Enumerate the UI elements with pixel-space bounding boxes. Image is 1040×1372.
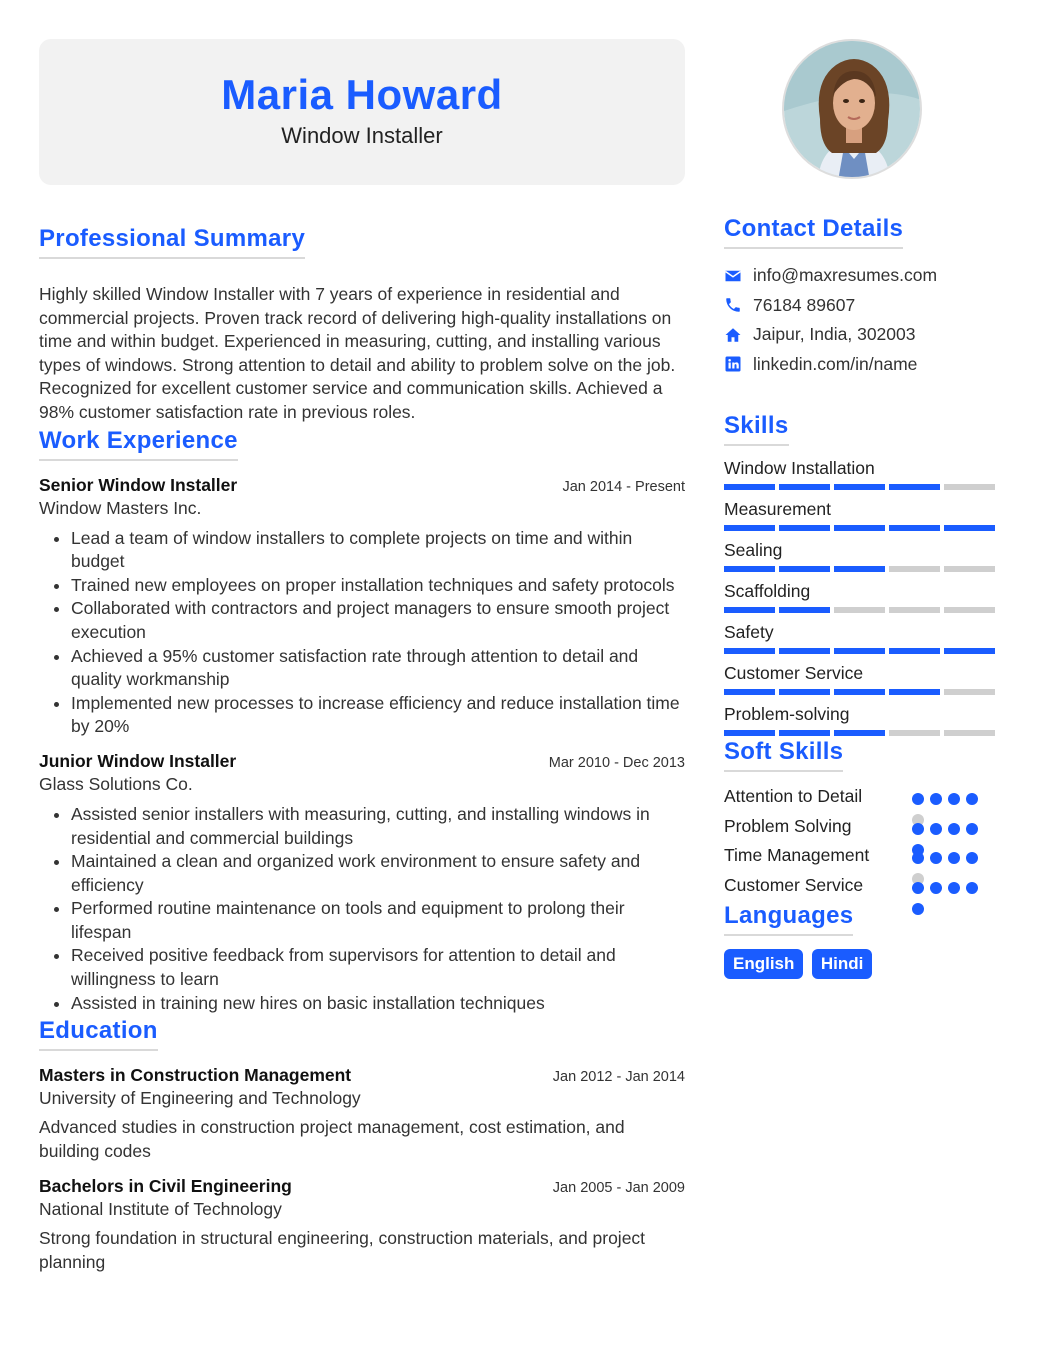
skill-name: Measurement bbox=[724, 499, 831, 519]
skill-level-segment bbox=[834, 525, 885, 531]
skill-level-segment bbox=[889, 484, 940, 490]
rating-dot bbox=[930, 852, 942, 864]
soft-skills-heading: Soft Skills bbox=[724, 738, 843, 772]
degree-dates: Jan 2012 - Jan 2014 bbox=[552, 1069, 685, 1086]
degree-dates: Jan 2005 - Jan 2009 bbox=[552, 1180, 685, 1197]
degree-title: Bachelors in Civil Engineering bbox=[39, 1176, 292, 1197]
job-bullet: • Lead a team of window installers to complete projects on time and within budget bbox=[71, 527, 685, 574]
skill-item bbox=[724, 580, 1000, 613]
skill-level-segment bbox=[889, 648, 940, 654]
education-entry bbox=[39, 1065, 685, 1163]
contact-phone[interactable] bbox=[724, 291, 1000, 321]
skill-level-segment bbox=[944, 484, 995, 490]
languages-list bbox=[724, 949, 1000, 979]
skill-level-bar bbox=[724, 648, 1000, 654]
skill-name: Problem-solving bbox=[724, 704, 850, 724]
profile-photo-illustration bbox=[784, 41, 922, 179]
candidate-name: Maria Howard bbox=[221, 71, 503, 118]
job-bullet: • Collaborated with contractors and project managers to ensure smooth project execution bbox=[71, 597, 685, 644]
job-entry-company: Glass Solutions Co. bbox=[39, 773, 193, 794]
skill-name: Window Installation bbox=[724, 458, 875, 478]
skill-level-bar bbox=[724, 730, 1000, 736]
skill-level-segment bbox=[834, 730, 885, 736]
contact-location-text: Jaipur, India, 302003 bbox=[753, 324, 916, 345]
soft-skill-name: Problem Solving bbox=[724, 815, 852, 836]
skill-level-segment bbox=[779, 566, 830, 572]
skill-level-segment bbox=[779, 607, 830, 613]
rating-dot bbox=[948, 852, 960, 864]
job-entry bbox=[39, 751, 685, 1015]
skill-level-segment bbox=[944, 525, 995, 531]
degree-description: Advanced studies in construction project management, cost estimation, and building codes bbox=[39, 1117, 625, 1161]
skills-heading: Skills bbox=[724, 412, 789, 446]
soft-skill-item bbox=[724, 816, 1000, 846]
profile-photo bbox=[782, 39, 922, 179]
main-column bbox=[39, 39, 685, 1275]
skill-level-segment bbox=[889, 730, 940, 736]
contact-email[interactable] bbox=[724, 261, 1000, 291]
rating-dot bbox=[912, 823, 924, 835]
skill-level-segment bbox=[944, 730, 995, 736]
rating-dot bbox=[912, 903, 924, 915]
skills-list bbox=[724, 457, 1000, 736]
skill-level-segment bbox=[724, 607, 775, 613]
job-entry-title: Junior Window Installer bbox=[39, 750, 237, 771]
sidebar bbox=[724, 39, 1000, 979]
rating-dot bbox=[948, 823, 960, 835]
job-bullet: • Performed routine maintenance on tools and equipment to prolong their lifespan bbox=[71, 897, 685, 944]
job-title: Window Installer bbox=[281, 123, 443, 148]
skill-name: Sealing bbox=[724, 540, 783, 560]
envelope-icon bbox=[724, 267, 742, 285]
skill-item bbox=[724, 498, 1000, 531]
skill-name: Customer Service bbox=[724, 663, 864, 683]
skill-level-segment bbox=[834, 648, 885, 654]
languages-heading: Languages bbox=[724, 902, 853, 936]
skill-level-segment bbox=[944, 566, 995, 572]
soft-skill-item bbox=[724, 875, 1000, 905]
soft-skill-item bbox=[724, 845, 1000, 875]
skill-level-bar bbox=[724, 607, 1000, 613]
skill-level-segment bbox=[834, 689, 885, 695]
skill-level-segment bbox=[724, 689, 775, 695]
contact-linkedin[interactable] bbox=[724, 350, 1000, 380]
rating-dot bbox=[930, 823, 942, 835]
soft-skill-name: Customer Service bbox=[724, 874, 864, 895]
school-name: University of Engineering and Technology bbox=[39, 1088, 361, 1109]
skill-level-bar bbox=[724, 525, 1000, 531]
job-bullets bbox=[39, 527, 685, 739]
job-bullet: • Assisted senior installers with measuring, cutting, and installing windows in residential and commercial buildings bbox=[71, 803, 685, 850]
rating-dot bbox=[948, 793, 960, 805]
home-icon bbox=[724, 326, 742, 344]
contact-email-text: info@maxresumes.com bbox=[753, 265, 938, 286]
skill-level-segment bbox=[779, 730, 830, 736]
skill-item bbox=[724, 662, 1000, 695]
soft-skill-item bbox=[724, 786, 1000, 816]
job-entry-dates: Mar 2010 - Dec 2013 bbox=[548, 754, 685, 771]
job-bullets bbox=[39, 803, 685, 1015]
degree-description: Strong foundation in structural engineering, construction materials, and project planning bbox=[39, 1228, 646, 1273]
school-name: National Institute of Technology bbox=[39, 1199, 282, 1220]
job-bullet: • Trained new employees on proper installation techniques and safety protocols bbox=[71, 574, 685, 598]
contact-location bbox=[724, 320, 1000, 350]
skill-level-segment bbox=[944, 648, 995, 654]
job-bullet: • Implemented new processes to increase efficiency and reduce installation time by 20% bbox=[71, 692, 685, 739]
job-bullet: • Maintained a clean and organized work environment to ensure safety and efficiency bbox=[71, 850, 685, 897]
linkedin-icon bbox=[724, 355, 742, 373]
soft-skill-rating bbox=[912, 882, 992, 924]
skill-level-segment bbox=[779, 689, 830, 695]
skill-level-segment bbox=[724, 566, 775, 572]
rating-dot bbox=[966, 823, 978, 835]
language-pill: English bbox=[724, 949, 803, 979]
skill-item bbox=[724, 703, 1000, 736]
rating-dot bbox=[912, 882, 924, 894]
skill-level-segment bbox=[889, 689, 940, 695]
skill-level-bar bbox=[724, 566, 1000, 572]
education-entry bbox=[39, 1176, 685, 1274]
contact-phone-text: 76184 89607 bbox=[753, 294, 856, 315]
skill-level-segment bbox=[779, 648, 830, 654]
skills-section bbox=[724, 412, 1000, 736]
language-pill: Hindi bbox=[812, 949, 873, 979]
skill-level-segment bbox=[889, 525, 940, 531]
skill-name: Safety bbox=[724, 622, 774, 642]
soft-skill-name: Time Management bbox=[724, 845, 870, 865]
summary-section bbox=[39, 225, 685, 425]
skill-level-segment bbox=[944, 607, 995, 613]
skill-level-segment bbox=[724, 730, 775, 736]
skill-level-segment bbox=[944, 689, 995, 695]
rating-dot bbox=[948, 882, 960, 894]
skill-level-segment bbox=[889, 566, 940, 572]
skill-level-bar bbox=[724, 484, 1000, 490]
skill-item bbox=[724, 457, 1000, 490]
skill-level-segment bbox=[724, 525, 775, 531]
rating-dot bbox=[930, 882, 942, 894]
skill-level-segment bbox=[834, 566, 885, 572]
skill-level-segment bbox=[834, 484, 885, 490]
summary-heading: Professional Summary bbox=[39, 225, 305, 259]
education-section bbox=[39, 1017, 685, 1274]
rating-dot bbox=[966, 882, 978, 894]
degree-title: Masters in Construction Management bbox=[39, 1065, 352, 1086]
rating-dot bbox=[912, 852, 924, 864]
job-bullet: • Received positive feedback from supervisors for attention to detail and willingness to learn bbox=[71, 944, 685, 991]
education-heading: Education bbox=[39, 1017, 158, 1051]
job-bullet: • Achieved a 95% customer satisfaction rate through attention to detail and quality workmanship bbox=[71, 645, 685, 692]
contact-linkedin-text: linkedin.com/in/name bbox=[753, 353, 918, 374]
job-entry-company: Window Masters Inc. bbox=[39, 497, 202, 518]
skill-level-bar bbox=[724, 689, 1000, 695]
skill-item bbox=[724, 539, 1000, 572]
soft-skills-list bbox=[724, 786, 1000, 904]
experience-heading: Work Experience bbox=[39, 427, 238, 461]
soft-skills-section bbox=[724, 738, 1000, 904]
job-bullet: • Assisted in training new hires on basic installation techniques bbox=[71, 992, 685, 1016]
rating-dot bbox=[912, 793, 924, 805]
rating-dot bbox=[966, 852, 978, 864]
skill-item bbox=[724, 621, 1000, 654]
skill-level-segment bbox=[834, 607, 885, 613]
soft-skill-name: Attention to Detail bbox=[724, 786, 863, 806]
skill-name: Scaffolding bbox=[724, 581, 811, 601]
experience-section bbox=[39, 427, 685, 1016]
contact-section bbox=[724, 215, 1000, 379]
header-box bbox=[39, 39, 685, 185]
phone-icon bbox=[724, 296, 742, 314]
skill-level-segment bbox=[724, 648, 775, 654]
skill-level-segment bbox=[779, 484, 830, 490]
skill-level-segment bbox=[779, 525, 830, 531]
summary-text: Highly skilled Window Installer with 7 years of experience in residential and commercial projects. Proven track record of delivering high-quality installations on time and within budget. Experienced in measuring, cutting, and installing various types of windows. Strong attention to detail and ability to problem solve on the job. Recognized for excellent customer service and communication skills. Achieved a 98% customer satisfaction rate in previous roles. bbox=[39, 284, 676, 422]
rating-dot bbox=[930, 793, 942, 805]
job-entry-dates: Jan 2014 - Present bbox=[562, 478, 685, 495]
rating-dot bbox=[966, 793, 978, 805]
skill-level-segment bbox=[724, 484, 775, 490]
skill-level-segment bbox=[889, 607, 940, 613]
contact-heading: Contact Details bbox=[724, 215, 903, 249]
job-entry bbox=[39, 475, 685, 739]
job-entry-title: Senior Window Installer bbox=[39, 474, 238, 495]
